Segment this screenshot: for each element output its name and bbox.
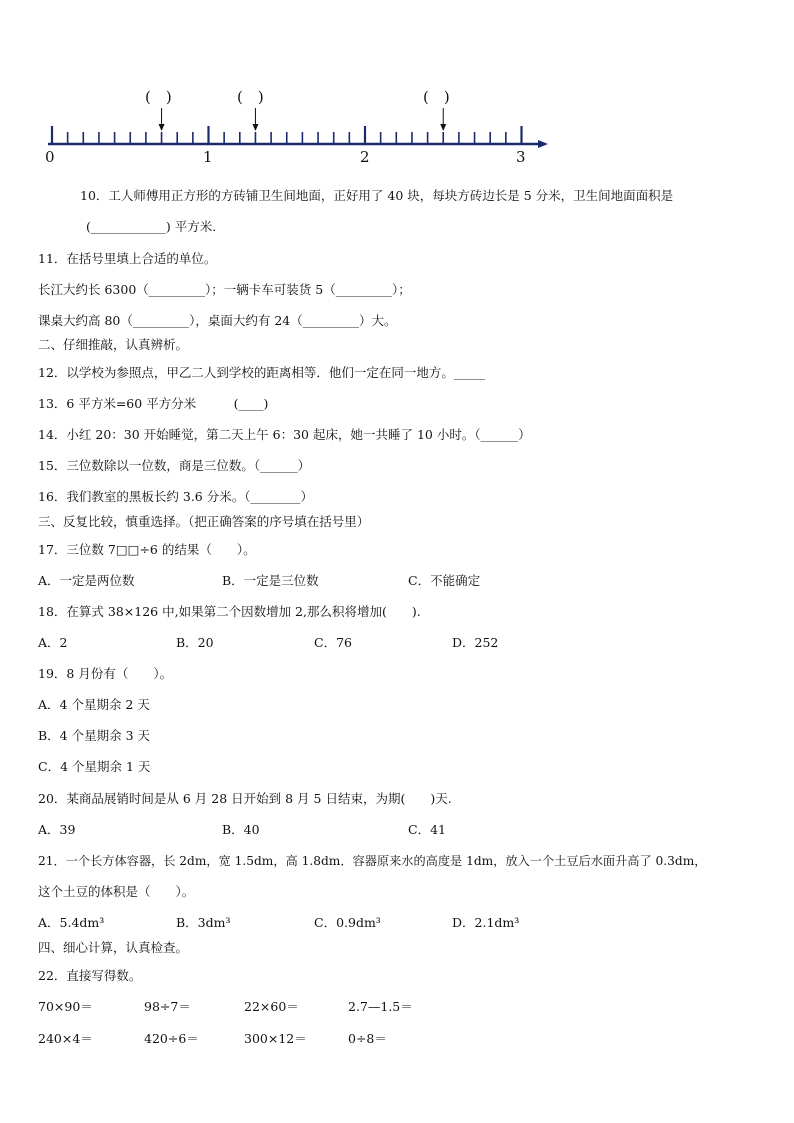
q10-line1: 10．工人师傅用正方形的方砖铺卫生间地面，正好用了 40 块，每块方砖边长是 5 分米，卫生间地面面积是 xyxy=(80,188,674,203)
q21-option-d: D．2.1dm³ xyxy=(452,915,520,930)
q19-stem: 19．8 月份有（ ）。 xyxy=(38,666,173,681)
q21-option-b: B．3dm³ xyxy=(176,915,231,930)
number-line-label: 1 xyxy=(203,148,213,166)
q18-option-d: D．252 xyxy=(452,635,499,650)
q20-stem: 20．某商品展销时间是从 6 月 28 日开始到 8 月 5 日结束，为期( )天. xyxy=(38,791,452,806)
q18-stem: 18．在算式 38×126 中,如果第二个因数增加 2,那么积将增加( ). xyxy=(38,604,421,619)
q15: 15．三位数除以一位数，商是三位数。（______） xyxy=(38,458,311,473)
number-line-label: 2 xyxy=(360,148,370,166)
pointer-arrow-head xyxy=(252,124,258,131)
q19-option-c: C．4 个星期余 1 天 xyxy=(38,759,151,774)
q21-option-c: C．0.9dm³ xyxy=(314,915,381,930)
number-line xyxy=(40,82,560,172)
q21-line1: 21．一个长方体容器，长 2dm，宽 1.5dm，高 1.8dm．容器原来水的高度是 1dm，放入一个土豆后水面升高了 0.3dm， xyxy=(38,854,707,868)
q17-option-b: B．一定是三位数 xyxy=(222,573,319,588)
q22-item: 98÷7＝ xyxy=(144,999,191,1014)
number-line-bracket: ( ) xyxy=(237,88,264,106)
q22-title: 22．直接写得数。 xyxy=(38,968,142,983)
q20-option-a: A．39 xyxy=(38,822,76,837)
q13: 13．6 平方米=60 平方分米 (____) xyxy=(38,396,269,411)
q22-item: 70×90＝ xyxy=(38,999,93,1014)
q20-option-b: B．40 xyxy=(222,822,260,837)
q11-line1: 长江大约长 6300（_________）；一辆卡车可装货 5（_________）； xyxy=(38,282,411,297)
q19-option-b: B．4 个星期余 3 天 xyxy=(38,728,151,743)
q11-title: 11．在括号里填上合适的单位。 xyxy=(38,251,217,266)
pointer-arrow-head xyxy=(159,124,165,131)
q17-option-c: C．不能确定 xyxy=(408,573,481,588)
number-line-bracket: ( ) xyxy=(423,88,450,106)
number-line-label: 0 xyxy=(45,148,55,166)
q10-line2: (____________) 平方米. xyxy=(86,219,217,234)
section-heading: 四、细心计算，认真检查。 xyxy=(38,940,189,955)
q22-item: 240×4＝ xyxy=(38,1031,93,1046)
q21-option-a: A．5.4dm³ xyxy=(38,915,105,930)
q18-option-a: A．2 xyxy=(38,635,68,650)
section-heading: 二、仔细推敲，认真辨析。 xyxy=(38,337,189,352)
q22-item: 420÷6＝ xyxy=(144,1031,199,1046)
q22-item: 2.7—1.5＝ xyxy=(348,999,413,1014)
section-heading: 三、反复比较，慎重选择。（把正确答案的序号填在括号里） xyxy=(38,514,370,529)
number-line-label: 3 xyxy=(516,148,526,166)
q17-option-a: A．一定是两位数 xyxy=(38,573,135,588)
q18-option-c: C．76 xyxy=(314,635,352,650)
number-line-arrowhead xyxy=(538,140,548,148)
q16: 16．我们教室的黑板长约 3.6 分米。（________） xyxy=(38,489,313,504)
q12: 12．以学校为参照点，甲乙二人到学校的距离相等．他们一定在同一地方。_____ xyxy=(38,365,486,380)
q22-item: 22×60＝ xyxy=(244,999,299,1014)
q20-option-c: C．41 xyxy=(408,822,446,837)
q18-option-b: B．20 xyxy=(176,635,214,650)
number-line-graphic xyxy=(40,82,560,152)
q17-stem: 17．三位数 7□□÷6 的结果（ ）。 xyxy=(38,542,256,557)
pointer-arrow-head xyxy=(440,124,446,131)
number-line-bracket: ( ) xyxy=(145,88,172,106)
q11-line2: 课桌大约高 80（_________），桌面大约有 24（_________）大。 xyxy=(38,313,397,328)
q22-item: 300×12＝ xyxy=(244,1031,307,1046)
q21-line2: 这个土豆的体积是（ ）。 xyxy=(38,884,195,899)
q19-option-a: A．4 个星期余 2 天 xyxy=(38,697,150,712)
q14: 14．小红 20：30 开始睡觉，第二天上午 6：30 起床，她一共睡了 10 小时。（______） xyxy=(38,427,531,442)
q22-item: 0÷8＝ xyxy=(348,1031,387,1046)
